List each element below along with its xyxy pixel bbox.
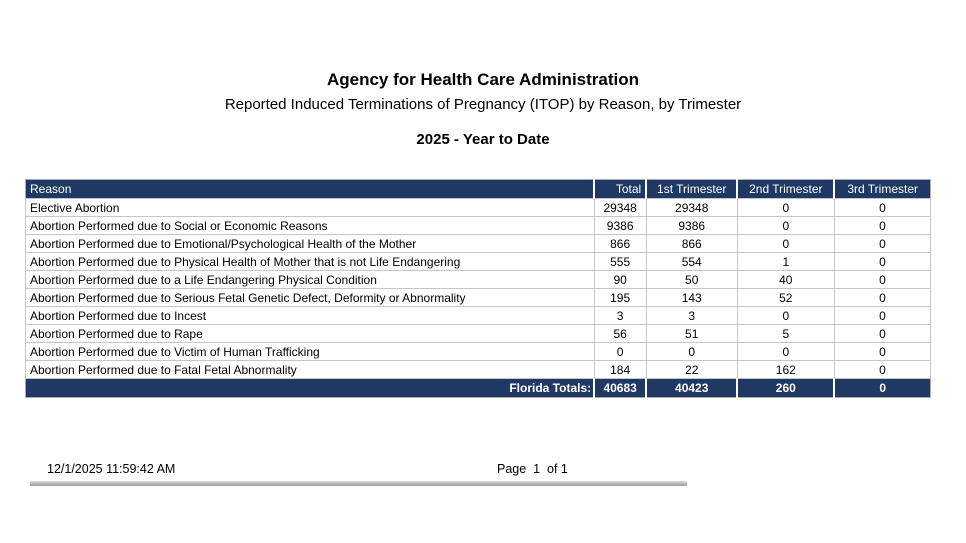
reason-cell: Abortion Performed due to Fatal Fetal Abnormality [26, 361, 595, 379]
trimester2-cell: 162 [737, 361, 834, 379]
table-row [26, 271, 931, 289]
total-cell: 29348 [594, 199, 646, 217]
trimester3-cell: 0 [834, 253, 930, 271]
column-header-reason: Reason [26, 180, 595, 199]
trimester1-cell: 50 [646, 271, 737, 289]
footer-rule [30, 481, 687, 486]
column-header-2nd-trimester: 2nd Trimester [737, 180, 834, 199]
trimester1-cell: 866 [646, 235, 737, 253]
total-cell: 0 [594, 343, 646, 361]
totals-row [26, 379, 931, 398]
reason-cell: Abortion Performed due to Rape [26, 325, 595, 343]
trimester1-cell: 29348 [646, 199, 737, 217]
report-timestamp: 12/1/2025 11:59:42 AM [47, 462, 176, 476]
table-row [26, 235, 931, 253]
trimester2-cell: 52 [737, 289, 834, 307]
table-header-row [26, 180, 931, 199]
trimester1-cell: 3 [646, 307, 737, 325]
trimester1-cell: 22 [646, 361, 737, 379]
page-indicator: Page 1 of 1 [497, 462, 568, 476]
trimester1-cell: 554 [646, 253, 737, 271]
table-row [26, 217, 931, 235]
trimester3-cell: 0 [834, 343, 930, 361]
itop-report-table [25, 179, 931, 398]
reason-cell: Abortion Performed due to Physical Health of Mother that is not Life Endangering [26, 253, 595, 271]
totals-trimester2-cell: 260 [737, 379, 834, 398]
totals-total-cell: 40683 [594, 379, 646, 398]
table-row [26, 343, 931, 361]
trimester1-cell: 0 [646, 343, 737, 361]
reason-cell: Abortion Performed due to Incest [26, 307, 595, 325]
trimester2-cell: 40 [737, 271, 834, 289]
reason-cell: Abortion Performed due to Social or Economic Reasons [26, 217, 595, 235]
total-cell: 866 [594, 235, 646, 253]
trimester2-cell: 5 [737, 325, 834, 343]
table-row [26, 253, 931, 271]
page-subtitle: Reported Induced Terminations of Pregnancy (ITOP) by Reason, by Trimester [224, 96, 742, 113]
trimester3-cell: 0 [834, 361, 930, 379]
reason-cell: Abortion Performed due to Victim of Human Trafficking [26, 343, 595, 361]
trimester2-cell: 0 [737, 343, 834, 361]
total-cell: 3 [594, 307, 646, 325]
trimester2-cell: 1 [737, 253, 834, 271]
total-cell: 56 [594, 325, 646, 343]
report-period: 2025 - Year to Date [416, 131, 550, 148]
column-header-1st-trimester: 1st Trimester [646, 180, 737, 199]
trimester2-cell: 0 [737, 307, 834, 325]
total-cell: 555 [594, 253, 646, 271]
trimester3-cell: 0 [834, 289, 930, 307]
totals-trimester1-cell: 40423 [646, 379, 737, 398]
trimester2-cell: 0 [737, 235, 834, 253]
reason-cell: Elective Abortion [26, 199, 595, 217]
totals-label: Florida Totals: [26, 379, 595, 398]
trimester2-cell: 0 [737, 199, 834, 217]
total-cell: 195 [594, 289, 646, 307]
trimester3-cell: 0 [834, 271, 930, 289]
page-title: Agency for Health Care Administration [326, 70, 640, 89]
total-cell: 90 [594, 271, 646, 289]
total-cell: 9386 [594, 217, 646, 235]
trimester3-cell: 0 [834, 217, 930, 235]
column-header-3rd-trimester: 3rd Trimester [834, 180, 930, 199]
table-row [26, 361, 931, 379]
trimester3-cell: 0 [834, 199, 930, 217]
table-row [26, 199, 931, 217]
table-row [26, 289, 931, 307]
trimester1-cell: 9386 [646, 217, 737, 235]
trimester1-cell: 143 [646, 289, 737, 307]
totals-trimester3-cell: 0 [834, 379, 930, 398]
column-header-total: Total [594, 180, 646, 199]
trimester3-cell: 0 [834, 325, 930, 343]
trimester3-cell: 0 [834, 307, 930, 325]
trimester3-cell: 0 [834, 235, 930, 253]
total-cell: 184 [594, 361, 646, 379]
reason-cell: Abortion Performed due to Serious Fetal Genetic Defect, Deformity or Abnormality [26, 289, 595, 307]
trimester1-cell: 51 [646, 325, 737, 343]
reason-cell: Abortion Performed due to Emotional/Psychological Health of the Mother [26, 235, 595, 253]
table-row [26, 307, 931, 325]
reason-cell: Abortion Performed due to a Life Endangering Physical Condition [26, 271, 595, 289]
trimester2-cell: 0 [737, 217, 834, 235]
table-row [26, 325, 931, 343]
